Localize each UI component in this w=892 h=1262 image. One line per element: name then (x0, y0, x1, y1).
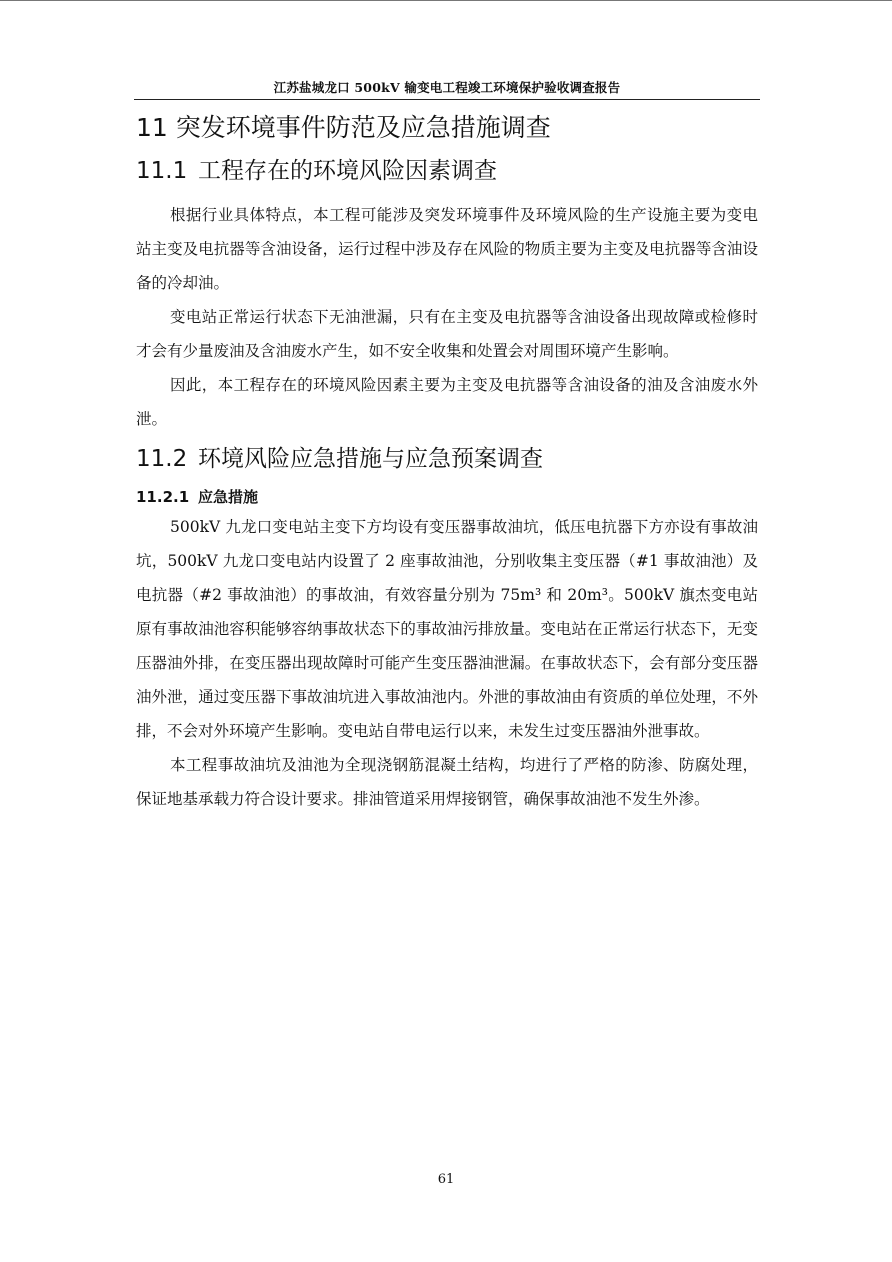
paragraph: 根据行业具体特点，本工程可能涉及突发环境事件及环境风险的生产设施主要为变电站主变及电抗器等含油设备，运行过程中涉及存在风险的物质主要为主变及电抗器等含油设备的冷却油。 (136, 206, 758, 292)
section-number: 11.1 (136, 158, 188, 184)
paragraph: 本工程事故油坑及油池为全现浇钢筋混凝土结构，均进行了严格的防渗、防腐处理，保证地基承载力符合设计要求。排油管道采用焊接钢管，确保事故油池不发生外渗。 (136, 756, 758, 808)
header-rule (134, 99, 760, 100)
page-top-edge (0, 0, 892, 1)
chapter-title: 11 突发环境事件防范及应急措施调查 (136, 113, 551, 142)
subsection-title: 应急措施 (198, 488, 259, 506)
section-title: 环境风险应急措施与应急预案调查 (198, 446, 543, 472)
page-content (136, 108, 758, 816)
paragraph: 变电站正常运行状态下无油泄漏，只有在主变及电抗器等含油设备出现故障或检修时才会有少量废油及含油废水产生，如不安全收集和处置会对周围环境产生影响。 (136, 308, 758, 360)
section-heading-11-1 (136, 152, 758, 190)
subsection-number: 11.2.1 (136, 488, 190, 506)
subsection-heading-11-2-1 (136, 484, 758, 510)
section-heading-11-2 (136, 440, 758, 478)
running-header: 江苏盐城龙口 500kV 输变电工程竣工环境保护验收调查报告 (273, 80, 621, 95)
page-number: 61 (437, 1172, 455, 1187)
section-number: 11.2 (136, 446, 188, 472)
section-title: 工程存在的环境风险因素调查 (198, 158, 497, 184)
paragraph: 500kV 九龙口变电站主变下方均设有变压器事故油坑，低压电抗器下方亦设有事故油坑，500kV 九龙口变电站内设置了 2 座事故油池，分别收集主变压器（#1 事故油池）及电抗器（#2 事故油池）的事故油，有效容量分别为 75m³ 和 20m³。500kV 旗杰变电站原有事故油池容积能够容纳事故状态下的事故油污排放量。变电站在正常运行状态下，无变压器油外排，在变压器出现故障时可能产生变压器油泄漏。在事故状态下，会有部分变压器油外泄，通过变压器下事故油坑进入事故油池内。外泄的事故油由有资质的单位处理，不外排，不会对外环境产生影响。变电站自带电运行以来，未发生过变压器油外泄事故。 (136, 518, 758, 740)
paragraph: 因此，本工程存在的环境风险因素主要为主变及电抗器等含油设备的油及含油废水外泄。 (136, 376, 758, 428)
